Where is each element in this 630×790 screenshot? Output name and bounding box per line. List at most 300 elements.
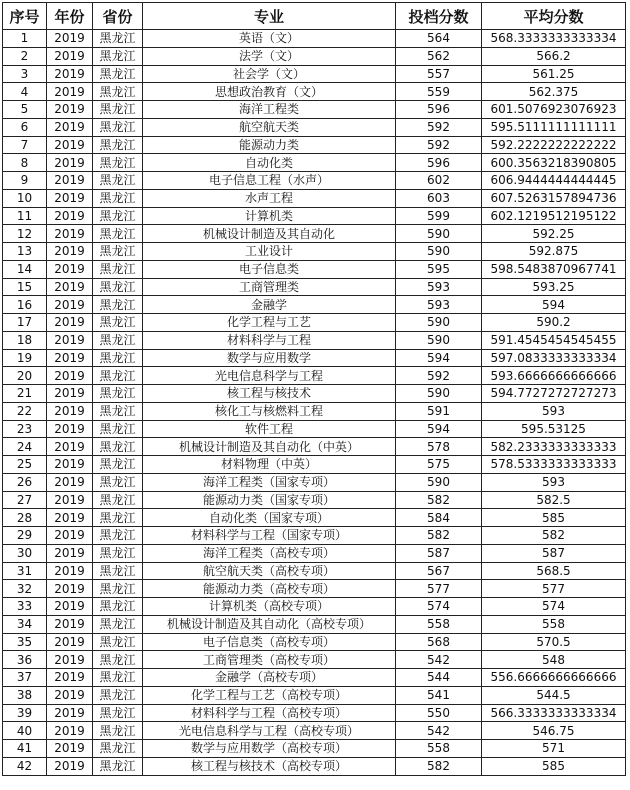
cell-province: 黑龙江 — [93, 757, 143, 775]
cell-average-score: 566.2 — [482, 47, 626, 65]
cell-province: 黑龙江 — [93, 189, 143, 207]
cell-year: 2019 — [47, 136, 93, 154]
cell-cutoff-score: 595 — [396, 260, 482, 278]
cell-year: 2019 — [47, 278, 93, 296]
cell-major: 机械设计制造及其自动化（高校专项） — [143, 615, 396, 633]
cell-cutoff-score: 584 — [396, 509, 482, 527]
cell-province: 黑龙江 — [93, 722, 143, 740]
cell-index: 23 — [3, 420, 47, 438]
cell-index: 11 — [3, 207, 47, 225]
cell-index: 8 — [3, 154, 47, 172]
table-row — [3, 385, 626, 403]
cell-average-score: 544.5 — [482, 686, 626, 704]
cell-index: 14 — [3, 260, 47, 278]
cell-index: 20 — [3, 367, 47, 385]
cell-average-score: 592.875 — [482, 243, 626, 261]
cell-year: 2019 — [47, 580, 93, 598]
cell-province: 黑龙江 — [93, 349, 143, 367]
cell-province: 黑龙江 — [93, 65, 143, 83]
cell-year: 2019 — [47, 65, 93, 83]
cell-year: 2019 — [47, 598, 93, 616]
cell-province: 黑龙江 — [93, 136, 143, 154]
table-row — [3, 722, 626, 740]
cell-year: 2019 — [47, 473, 93, 491]
cell-province: 黑龙江 — [93, 491, 143, 509]
cell-year: 2019 — [47, 207, 93, 225]
cell-index: 13 — [3, 243, 47, 261]
cell-index: 21 — [3, 385, 47, 403]
cell-province: 黑龙江 — [93, 207, 143, 225]
cell-index: 2 — [3, 47, 47, 65]
cell-index: 42 — [3, 757, 47, 775]
cell-average-score: 570.5 — [482, 633, 626, 651]
table-row — [3, 740, 626, 758]
table-body — [3, 30, 626, 776]
table-row — [3, 686, 626, 704]
cell-province: 黑龙江 — [93, 225, 143, 243]
cell-cutoff-score: 603 — [396, 189, 482, 207]
cell-province: 黑龙江 — [93, 260, 143, 278]
header-cutoff-score: 投档分数 — [396, 3, 482, 30]
cell-province: 黑龙江 — [93, 669, 143, 687]
table-row — [3, 278, 626, 296]
cell-average-score: 592.2222222222222 — [482, 136, 626, 154]
cell-province: 黑龙江 — [93, 509, 143, 527]
cell-average-score: 607.5263157894736 — [482, 189, 626, 207]
cell-major: 光电信息科学与工程（高校专项） — [143, 722, 396, 740]
cell-average-score: 590.2 — [482, 314, 626, 332]
cell-index: 9 — [3, 172, 47, 190]
cell-index: 3 — [3, 65, 47, 83]
cell-province: 黑龙江 — [93, 527, 143, 545]
cell-province: 黑龙江 — [93, 438, 143, 456]
cell-cutoff-score: 590 — [396, 331, 482, 349]
cell-average-score: 593 — [482, 473, 626, 491]
cell-year: 2019 — [47, 402, 93, 420]
cell-index: 36 — [3, 651, 47, 669]
table-row — [3, 562, 626, 580]
cell-major: 机械设计制造及其自动化 — [143, 225, 396, 243]
cell-index: 35 — [3, 633, 47, 651]
cell-province: 黑龙江 — [93, 367, 143, 385]
cell-year: 2019 — [47, 367, 93, 385]
cell-major: 英语（文） — [143, 30, 396, 48]
cell-major: 自动化类 — [143, 154, 396, 172]
cell-cutoff-score: 577 — [396, 580, 482, 598]
cell-cutoff-score: 542 — [396, 651, 482, 669]
cell-average-score: 568.3333333333334 — [482, 30, 626, 48]
cell-year: 2019 — [47, 154, 93, 172]
cell-province: 黑龙江 — [93, 456, 143, 474]
table-row — [3, 30, 626, 48]
cell-province: 黑龙江 — [93, 473, 143, 491]
cell-cutoff-score: 590 — [396, 225, 482, 243]
cell-province: 黑龙江 — [93, 278, 143, 296]
cell-average-score: 593.6666666666666 — [482, 367, 626, 385]
table-row — [3, 225, 626, 243]
cell-major: 社会学（文） — [143, 65, 396, 83]
cell-average-score: 595.5111111111111 — [482, 118, 626, 136]
table-row — [3, 669, 626, 687]
cell-index: 34 — [3, 615, 47, 633]
cell-province: 黑龙江 — [93, 83, 143, 101]
cell-year: 2019 — [47, 633, 93, 651]
table-row — [3, 47, 626, 65]
cell-province: 黑龙江 — [93, 172, 143, 190]
cell-cutoff-score: 564 — [396, 30, 482, 48]
cell-index: 33 — [3, 598, 47, 616]
cell-cutoff-score: 550 — [396, 704, 482, 722]
table-row — [3, 118, 626, 136]
cell-average-score: 585 — [482, 757, 626, 775]
cell-province: 黑龙江 — [93, 101, 143, 119]
cell-major: 光电信息科学与工程 — [143, 367, 396, 385]
cell-province: 黑龙江 — [93, 296, 143, 314]
cell-average-score: 598.5483870967741 — [482, 260, 626, 278]
cell-year: 2019 — [47, 562, 93, 580]
cell-index: 7 — [3, 136, 47, 154]
cell-average-score: 566.3333333333334 — [482, 704, 626, 722]
cell-major: 数学与应用数学 — [143, 349, 396, 367]
cell-province: 黑龙江 — [93, 243, 143, 261]
cell-province: 黑龙江 — [93, 420, 143, 438]
cell-year: 2019 — [47, 47, 93, 65]
cell-major: 材料物理（中英） — [143, 456, 396, 474]
cell-cutoff-score: 594 — [396, 420, 482, 438]
table-row — [3, 65, 626, 83]
table-row — [3, 101, 626, 119]
cell-major: 能源动力类（高校专项） — [143, 580, 396, 598]
cell-average-score: 578.5333333333333 — [482, 456, 626, 474]
cell-index: 32 — [3, 580, 47, 598]
cell-index: 37 — [3, 669, 47, 687]
cell-cutoff-score: 544 — [396, 669, 482, 687]
cell-cutoff-score: 594 — [396, 349, 482, 367]
cell-major: 计算机类 — [143, 207, 396, 225]
cell-index: 28 — [3, 509, 47, 527]
cell-province: 黑龙江 — [93, 47, 143, 65]
table-row — [3, 172, 626, 190]
cell-cutoff-score: 590 — [396, 473, 482, 491]
cell-year: 2019 — [47, 385, 93, 403]
cell-cutoff-score: 590 — [396, 243, 482, 261]
cell-cutoff-score: 599 — [396, 207, 482, 225]
cell-cutoff-score: 596 — [396, 154, 482, 172]
cell-average-score: 593.25 — [482, 278, 626, 296]
cell-cutoff-score: 593 — [396, 296, 482, 314]
cell-year: 2019 — [47, 509, 93, 527]
cell-province: 黑龙江 — [93, 402, 143, 420]
cell-major: 化学工程与工艺 — [143, 314, 396, 332]
cell-year: 2019 — [47, 686, 93, 704]
cell-province: 黑龙江 — [93, 686, 143, 704]
table-row — [3, 154, 626, 172]
cell-index: 30 — [3, 544, 47, 562]
cell-cutoff-score: 574 — [396, 598, 482, 616]
cell-province: 黑龙江 — [93, 580, 143, 598]
cell-cutoff-score: 590 — [396, 314, 482, 332]
cell-average-score: 582.2333333333333 — [482, 438, 626, 456]
cell-index: 41 — [3, 740, 47, 758]
cell-cutoff-score: 592 — [396, 118, 482, 136]
cell-major: 材料科学与工程（国家专项） — [143, 527, 396, 545]
table-row — [3, 757, 626, 775]
cell-province: 黑龙江 — [93, 598, 143, 616]
cell-major: 材料科学与工程（高校专项） — [143, 704, 396, 722]
cell-average-score: 602.1219512195122 — [482, 207, 626, 225]
cell-major: 工业设计 — [143, 243, 396, 261]
cell-cutoff-score: 587 — [396, 544, 482, 562]
cell-average-score: 593 — [482, 402, 626, 420]
cell-index: 40 — [3, 722, 47, 740]
cell-province: 黑龙江 — [93, 615, 143, 633]
cell-province: 黑龙江 — [93, 154, 143, 172]
cell-province: 黑龙江 — [93, 331, 143, 349]
cell-year: 2019 — [47, 260, 93, 278]
cell-province: 黑龙江 — [93, 562, 143, 580]
cell-index: 15 — [3, 278, 47, 296]
header-province: 省份 — [93, 3, 143, 30]
table-row — [3, 704, 626, 722]
cell-average-score: 597.0833333333334 — [482, 349, 626, 367]
cell-major: 金融学（高校专项） — [143, 669, 396, 687]
table-row — [3, 136, 626, 154]
cell-index: 17 — [3, 314, 47, 332]
cell-average-score: 594 — [482, 296, 626, 314]
table-row — [3, 83, 626, 101]
cell-major: 能源动力类（国家专项） — [143, 491, 396, 509]
cell-index: 18 — [3, 331, 47, 349]
table-row — [3, 491, 626, 509]
cell-major: 电子信息类 — [143, 260, 396, 278]
cell-year: 2019 — [47, 189, 93, 207]
cell-province: 黑龙江 — [93, 314, 143, 332]
cell-average-score: 546.75 — [482, 722, 626, 740]
table-row — [3, 651, 626, 669]
cell-year: 2019 — [47, 438, 93, 456]
cell-year: 2019 — [47, 456, 93, 474]
table-row — [3, 420, 626, 438]
cell-major: 金融学 — [143, 296, 396, 314]
cell-year: 2019 — [47, 615, 93, 633]
cell-average-score: 571 — [482, 740, 626, 758]
cell-index: 1 — [3, 30, 47, 48]
cell-major: 材料科学与工程 — [143, 331, 396, 349]
cell-major: 数学与应用数学（高校专项） — [143, 740, 396, 758]
table-row — [3, 296, 626, 314]
cell-major: 航空航天类（高校专项） — [143, 562, 396, 580]
cell-index: 27 — [3, 491, 47, 509]
table-row — [3, 260, 626, 278]
cell-year: 2019 — [47, 704, 93, 722]
table-row — [3, 402, 626, 420]
table-row — [3, 367, 626, 385]
cell-year: 2019 — [47, 722, 93, 740]
cell-major: 水声工程 — [143, 189, 396, 207]
cell-province: 黑龙江 — [93, 633, 143, 651]
cell-cutoff-score: 592 — [396, 136, 482, 154]
cell-year: 2019 — [47, 101, 93, 119]
cell-major: 工商管理类 — [143, 278, 396, 296]
cell-index: 5 — [3, 101, 47, 119]
cell-major: 工商管理类（高校专项） — [143, 651, 396, 669]
cell-cutoff-score: 582 — [396, 757, 482, 775]
cell-province: 黑龙江 — [93, 118, 143, 136]
cell-major: 计算机类（高校专项） — [143, 598, 396, 616]
cell-average-score: 548 — [482, 651, 626, 669]
cell-cutoff-score: 582 — [396, 491, 482, 509]
cell-average-score: 574 — [482, 598, 626, 616]
cell-major: 海洋工程类（国家专项） — [143, 473, 396, 491]
cell-major: 法学（文） — [143, 47, 396, 65]
cell-major: 电子信息类（高校专项） — [143, 633, 396, 651]
table-row — [3, 207, 626, 225]
table-row — [3, 331, 626, 349]
cell-cutoff-score: 568 — [396, 633, 482, 651]
cell-province: 黑龙江 — [93, 704, 143, 722]
cell-year: 2019 — [47, 491, 93, 509]
cell-major: 核化工与核燃料工程 — [143, 402, 396, 420]
cell-average-score: 606.9444444444445 — [482, 172, 626, 190]
cell-cutoff-score: 562 — [396, 47, 482, 65]
cell-cutoff-score: 542 — [396, 722, 482, 740]
cell-year: 2019 — [47, 118, 93, 136]
cell-index: 38 — [3, 686, 47, 704]
cell-major: 自动化类（国家专项） — [143, 509, 396, 527]
cell-major: 能源动力类 — [143, 136, 396, 154]
cell-province: 黑龙江 — [93, 385, 143, 403]
cell-index: 16 — [3, 296, 47, 314]
cell-cutoff-score: 558 — [396, 740, 482, 758]
cell-major: 思想政治教育（文） — [143, 83, 396, 101]
cell-province: 黑龙江 — [93, 740, 143, 758]
cell-cutoff-score: 602 — [396, 172, 482, 190]
cell-year: 2019 — [47, 544, 93, 562]
cell-year: 2019 — [47, 225, 93, 243]
cell-average-score: 600.3563218390805 — [482, 154, 626, 172]
cell-year: 2019 — [47, 420, 93, 438]
cell-average-score: 582.5 — [482, 491, 626, 509]
cell-average-score: 556.6666666666666 — [482, 669, 626, 687]
cell-province: 黑龙江 — [93, 30, 143, 48]
table-row — [3, 615, 626, 633]
cell-cutoff-score: 558 — [396, 615, 482, 633]
cell-major: 海洋工程类 — [143, 101, 396, 119]
table-row — [3, 598, 626, 616]
table-row — [3, 527, 626, 545]
cell-average-score: 558 — [482, 615, 626, 633]
cell-cutoff-score: 575 — [396, 456, 482, 474]
table-row — [3, 544, 626, 562]
cell-year: 2019 — [47, 243, 93, 261]
cell-index: 39 — [3, 704, 47, 722]
cell-average-score: 582 — [482, 527, 626, 545]
cell-index: 4 — [3, 83, 47, 101]
table-row — [3, 349, 626, 367]
header-year: 年份 — [47, 3, 93, 30]
table-row — [3, 243, 626, 261]
header-row — [3, 3, 626, 30]
cell-year: 2019 — [47, 30, 93, 48]
cell-cutoff-score: 559 — [396, 83, 482, 101]
cell-average-score: 595.53125 — [482, 420, 626, 438]
cell-year: 2019 — [47, 527, 93, 545]
cell-major: 航空航天类 — [143, 118, 396, 136]
cell-year: 2019 — [47, 296, 93, 314]
table-row — [3, 189, 626, 207]
cell-cutoff-score: 541 — [396, 686, 482, 704]
cell-average-score: 587 — [482, 544, 626, 562]
admission-score-table-container — [2, 2, 626, 776]
cell-index: 6 — [3, 118, 47, 136]
cell-average-score: 594.7727272727273 — [482, 385, 626, 403]
cell-year: 2019 — [47, 314, 93, 332]
cell-cutoff-score: 591 — [396, 402, 482, 420]
table-row — [3, 580, 626, 598]
cell-average-score: 592.25 — [482, 225, 626, 243]
cell-year: 2019 — [47, 669, 93, 687]
cell-cutoff-score: 592 — [396, 367, 482, 385]
cell-year: 2019 — [47, 757, 93, 775]
cell-major: 软件工程 — [143, 420, 396, 438]
cell-major: 核工程与核技术 — [143, 385, 396, 403]
cell-year: 2019 — [47, 83, 93, 101]
table-row — [3, 456, 626, 474]
cell-average-score: 601.5076923076923 — [482, 101, 626, 119]
cell-index: 12 — [3, 225, 47, 243]
header-index: 序号 — [3, 3, 47, 30]
cell-average-score: 562.375 — [482, 83, 626, 101]
cell-year: 2019 — [47, 331, 93, 349]
table-row — [3, 509, 626, 527]
cell-index: 26 — [3, 473, 47, 491]
cell-major: 电子信息工程（水声） — [143, 172, 396, 190]
header-major: 专业 — [143, 3, 396, 30]
cell-index: 25 — [3, 456, 47, 474]
cell-cutoff-score: 578 — [396, 438, 482, 456]
cell-index: 19 — [3, 349, 47, 367]
cell-province: 黑龙江 — [93, 651, 143, 669]
cell-year: 2019 — [47, 740, 93, 758]
cell-index: 24 — [3, 438, 47, 456]
header-average-score: 平均分数 — [482, 3, 626, 30]
table-row — [3, 633, 626, 651]
cell-average-score: 568.5 — [482, 562, 626, 580]
cell-major: 化学工程与工艺（高校专项） — [143, 686, 396, 704]
cell-year: 2019 — [47, 172, 93, 190]
cell-year: 2019 — [47, 651, 93, 669]
cell-cutoff-score: 557 — [396, 65, 482, 83]
admission-score-table — [2, 2, 626, 776]
cell-average-score: 561.25 — [482, 65, 626, 83]
cell-index: 10 — [3, 189, 47, 207]
cell-index: 29 — [3, 527, 47, 545]
cell-cutoff-score: 593 — [396, 278, 482, 296]
cell-province: 黑龙江 — [93, 544, 143, 562]
cell-cutoff-score: 582 — [396, 527, 482, 545]
cell-average-score: 585 — [482, 509, 626, 527]
cell-index: 31 — [3, 562, 47, 580]
cell-index: 22 — [3, 402, 47, 420]
cell-major: 海洋工程类（高校专项） — [143, 544, 396, 562]
cell-cutoff-score: 567 — [396, 562, 482, 580]
cell-year: 2019 — [47, 349, 93, 367]
cell-average-score: 591.4545454545455 — [482, 331, 626, 349]
cell-major: 机械设计制造及其自动化（中英） — [143, 438, 396, 456]
cell-cutoff-score: 590 — [396, 385, 482, 403]
cell-major: 核工程与核技术（高校专项） — [143, 757, 396, 775]
table-row — [3, 314, 626, 332]
